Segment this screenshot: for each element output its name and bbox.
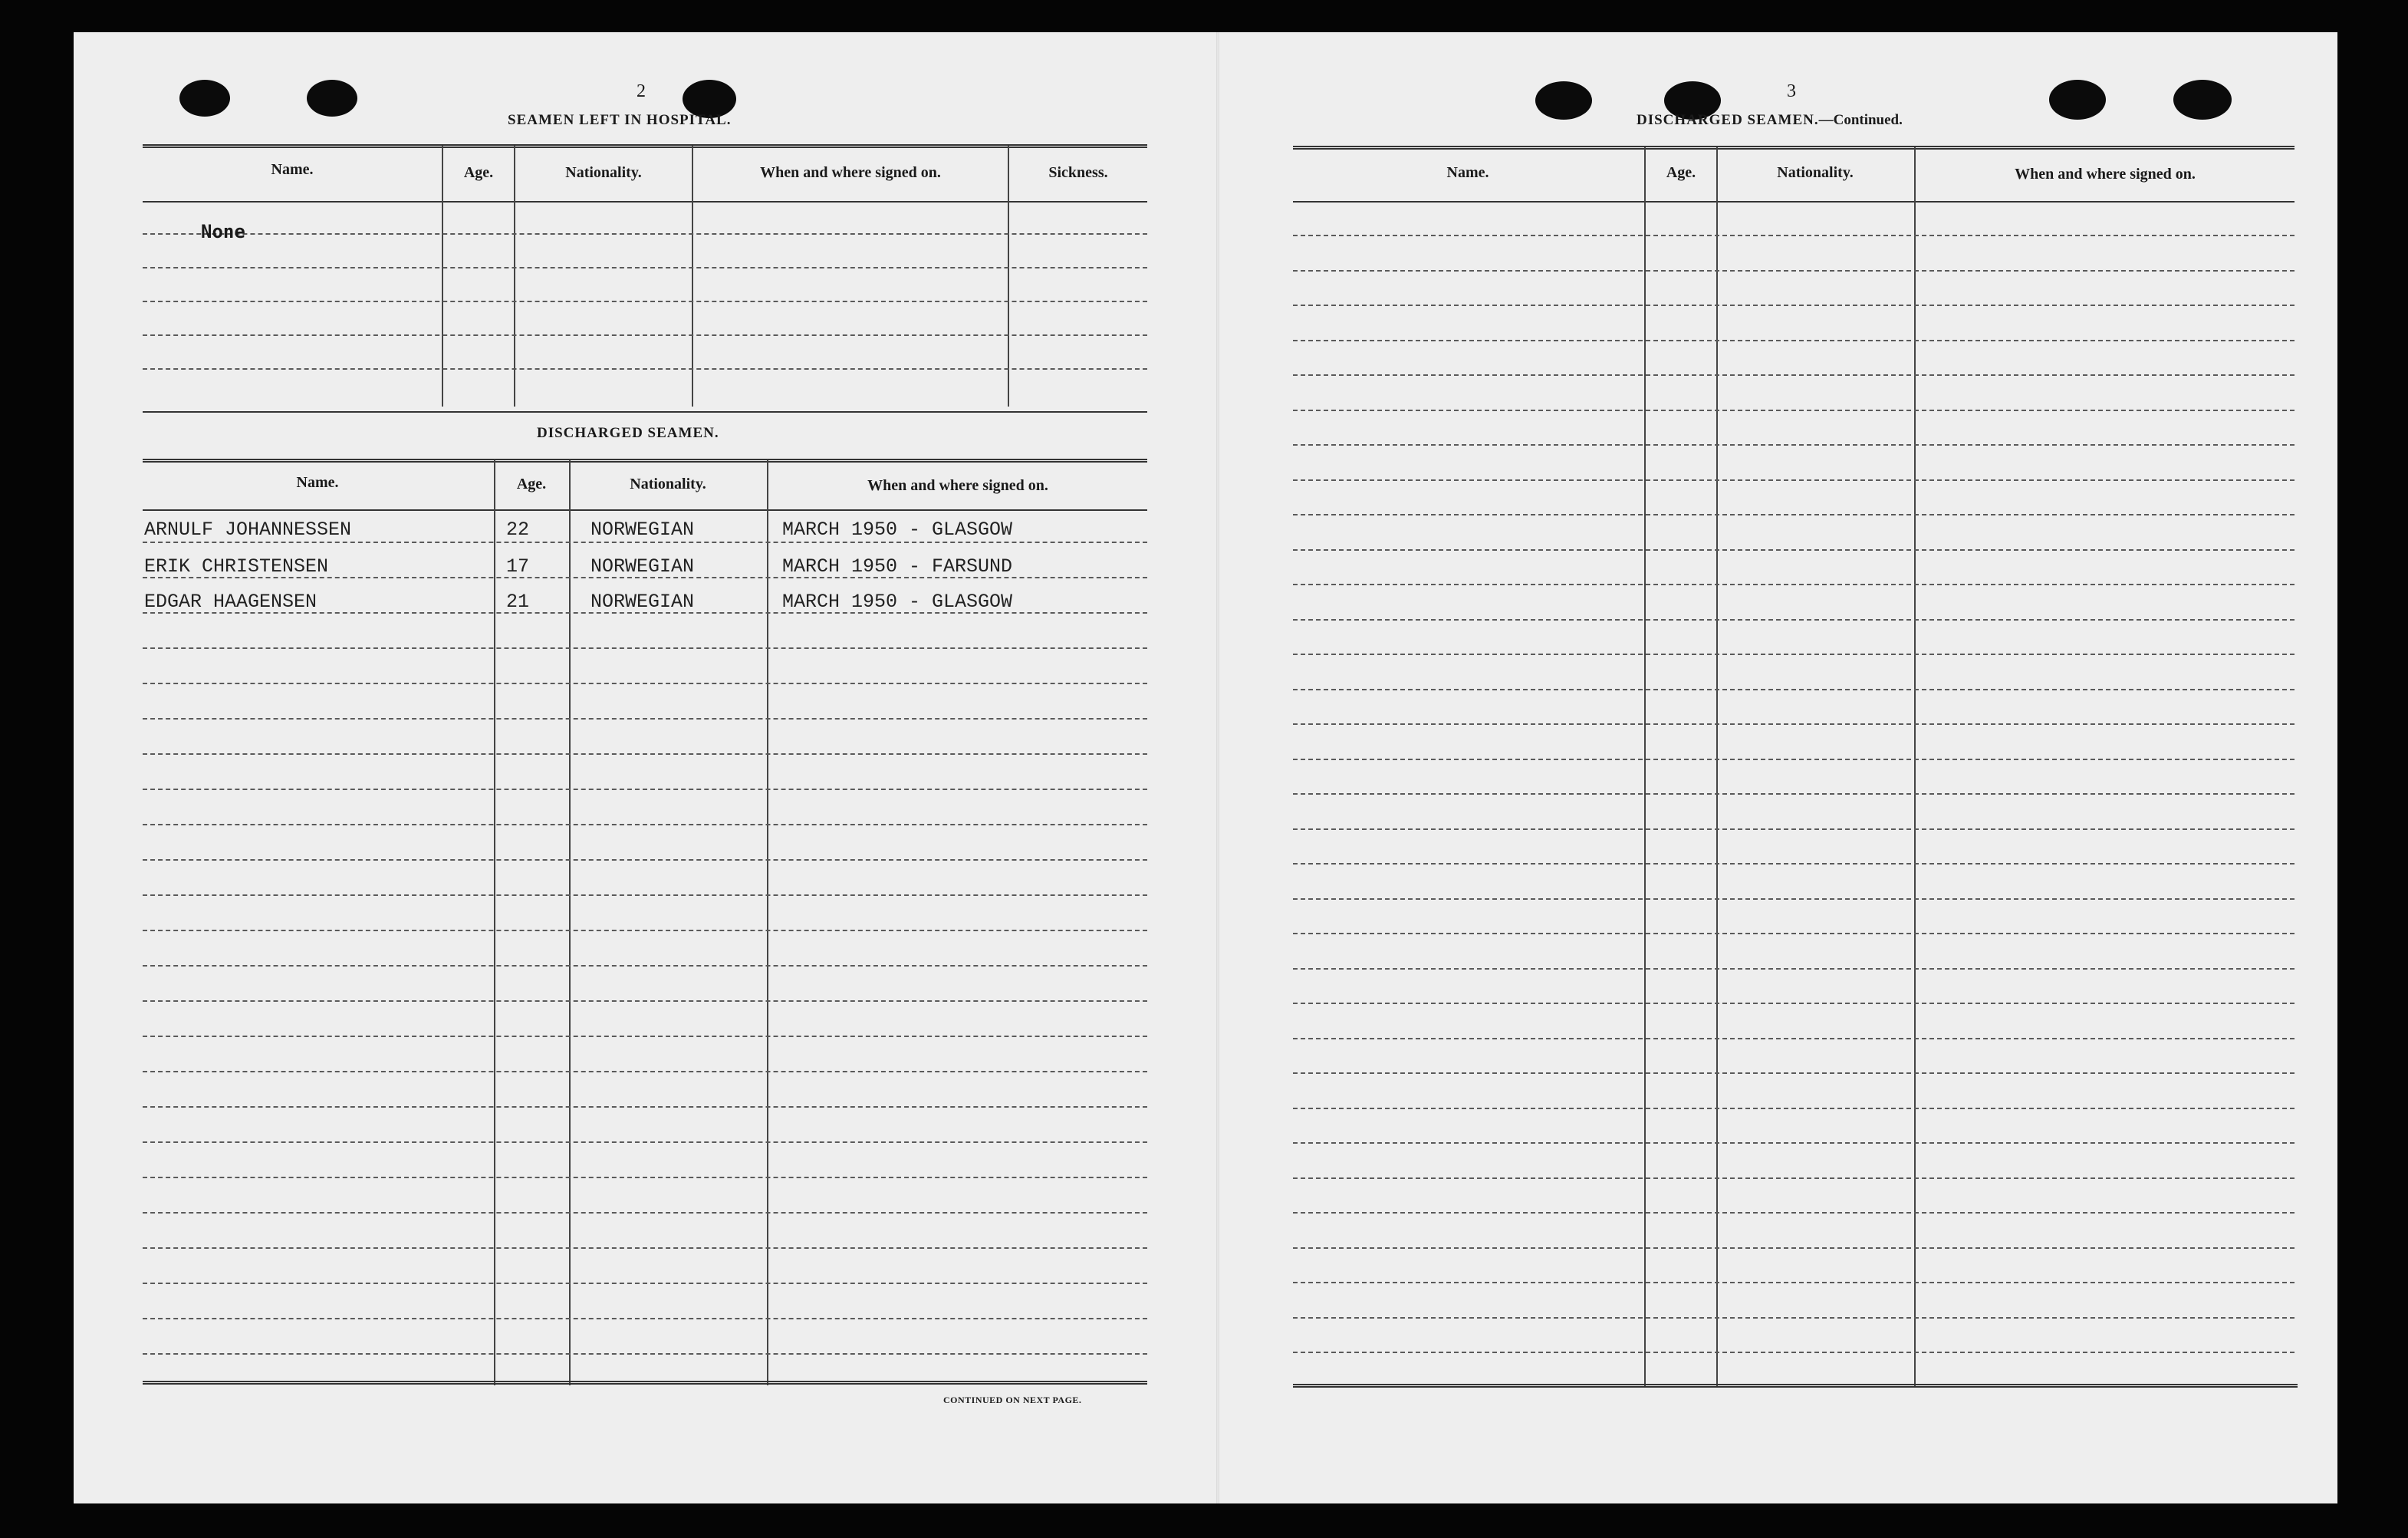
discharged-col-age: Age. <box>516 476 547 492</box>
ruled-line <box>1293 654 2295 655</box>
right-col-name: Name. <box>1446 164 1489 181</box>
ruled-line <box>143 1141 1147 1143</box>
table-row-signed-on: MARCH 1950 - GLASGOW <box>782 519 1013 541</box>
ruled-line <box>1293 723 2295 725</box>
right-col-divider <box>1644 147 1646 1387</box>
ruled-line <box>1293 1177 2295 1179</box>
ruled-line <box>143 1212 1147 1214</box>
ruled-line <box>143 233 1147 235</box>
ruled-line <box>143 334 1147 336</box>
ruled-line <box>1293 1352 2295 1353</box>
right-col-nationality: Nationality. <box>1777 164 1854 181</box>
page-fold <box>1216 32 1219 1503</box>
ruled-line <box>1293 549 2295 551</box>
ruled-line <box>143 1036 1147 1037</box>
ruled-line <box>1293 1003 2295 1004</box>
hospital-top-rule <box>143 144 1147 148</box>
discharged-col-signed-on: When and where signed on. <box>867 477 1048 494</box>
ruled-line <box>1293 619 2295 621</box>
ruled-line <box>1293 340 2295 341</box>
punch-hole <box>1535 81 1592 120</box>
ruled-line <box>1293 968 2295 970</box>
ruled-line <box>1293 444 2295 446</box>
ruled-line <box>1293 898 2295 900</box>
ruled-line <box>1293 1142 2295 1144</box>
ruled-line <box>1293 933 2295 934</box>
ruled-line <box>143 824 1147 825</box>
ruled-line <box>1293 514 2295 515</box>
ruled-line <box>143 267 1147 268</box>
ruled-line <box>1293 479 2295 481</box>
right-section-title <box>1637 112 1903 129</box>
right-top-rule <box>1293 146 2295 150</box>
table-row-signed-on: MARCH 1950 - FARSUND <box>782 555 1013 578</box>
ruled-line <box>143 894 1147 896</box>
page-number-right: 3 <box>1787 81 1796 101</box>
discharged-col-name: Name. <box>296 474 339 491</box>
right-col-age: Age. <box>1666 164 1696 181</box>
continued-footer: CONTINUED ON NEXT PAGE. <box>943 1395 1082 1405</box>
hospital-col-nationality: Nationality. <box>565 164 642 181</box>
ruled-line <box>143 542 1147 543</box>
page-number-left: 2 <box>637 81 646 101</box>
punch-hole <box>2173 80 2232 120</box>
hospital-col-signed-on: When and where signed on. <box>760 164 941 181</box>
right-col-divider <box>1914 147 1916 1387</box>
discharged-bottom-rule <box>143 1381 1147 1385</box>
ruled-line <box>143 368 1147 370</box>
ruled-line <box>143 753 1147 755</box>
ruled-line <box>1293 1317 2295 1319</box>
ruled-line <box>1293 1247 2295 1249</box>
hospital-col-divider <box>442 146 443 407</box>
discharged-header-rule <box>143 509 1147 511</box>
table-row-age: 21 <box>506 591 530 613</box>
hospital-col-divider <box>692 146 693 407</box>
table-row-nationality: NORWEGIAN <box>590 519 695 541</box>
table-row-age: 22 <box>506 519 530 541</box>
right-col-divider <box>1716 147 1718 1387</box>
right-title-main: DISCHARGED SEAMEN. <box>1637 112 1819 128</box>
ruled-line <box>1293 584 2295 585</box>
ruled-line <box>143 718 1147 720</box>
ruled-line <box>1293 305 2295 306</box>
ruled-line <box>143 683 1147 684</box>
hospital-section-title: SEAMEN LEFT IN HOSPITAL. <box>508 112 732 128</box>
hospital-col-sickness: Sickness. <box>1048 164 1108 181</box>
hospital-col-divider <box>1008 146 1009 407</box>
hospital-header-rule <box>143 201 1147 203</box>
ruled-line <box>143 301 1147 302</box>
right-bottom-rule <box>1293 1384 2298 1388</box>
ruled-line <box>1293 235 2295 236</box>
ruled-line <box>143 859 1147 861</box>
ruled-line <box>143 1000 1147 1002</box>
punch-hole <box>179 80 230 117</box>
hospital-col-divider <box>514 146 515 407</box>
ruled-line <box>1293 1072 2295 1074</box>
ruled-line <box>1293 828 2295 830</box>
table-row-nationality: NORWEGIAN <box>590 591 695 613</box>
right-title-suffix: —Continued. <box>1818 112 1903 128</box>
ruled-line <box>143 1106 1147 1108</box>
punch-hole <box>307 80 357 117</box>
ruled-line <box>143 965 1147 967</box>
ruled-line <box>143 1071 1147 1072</box>
ruled-line <box>143 647 1147 649</box>
punch-hole <box>2049 80 2106 120</box>
hospital-col-name: Name. <box>271 161 314 178</box>
ruled-line <box>1293 270 2295 272</box>
right-header-rule <box>1293 201 2295 203</box>
ruled-line <box>1293 1108 2295 1109</box>
hospital-col-age: Age. <box>463 164 494 181</box>
table-row-name: EDGAR HAAGENSEN <box>144 591 317 613</box>
ruled-line <box>143 930 1147 931</box>
discharged-section-title: DISCHARGED SEAMEN. <box>537 425 719 441</box>
ruled-line <box>143 789 1147 790</box>
ruled-line <box>143 1247 1147 1249</box>
hospital-bottom-rule <box>143 411 1147 413</box>
discharged-top-rule <box>143 459 1147 463</box>
ruled-line <box>1293 410 2295 411</box>
ruled-line <box>1293 793 2295 795</box>
ruled-line <box>1293 374 2295 376</box>
table-row-name: ARNULF JOHANNESSEN <box>144 519 352 541</box>
table-row-age: 17 <box>506 555 530 578</box>
right-col-signed-on: When and where signed on. <box>2015 166 2196 183</box>
hospital-entry-none: None <box>201 221 245 242</box>
ruled-line <box>1293 863 2295 865</box>
table-row-signed-on: MARCH 1950 - GLASGOW <box>782 591 1013 613</box>
ruled-line <box>1293 759 2295 760</box>
ruled-line <box>1293 1282 2295 1283</box>
ruled-line <box>1293 1212 2295 1214</box>
ruled-line <box>1293 1038 2295 1039</box>
discharged-col-nationality: Nationality. <box>630 476 706 492</box>
ruled-line <box>143 1177 1147 1178</box>
ruled-line <box>143 1318 1147 1319</box>
ruled-line <box>143 1283 1147 1284</box>
table-row-nationality: NORWEGIAN <box>590 555 695 578</box>
ruled-line <box>1293 689 2295 690</box>
table-row-name: ERIK CHRISTENSEN <box>144 555 329 578</box>
ruled-line <box>143 1353 1147 1355</box>
